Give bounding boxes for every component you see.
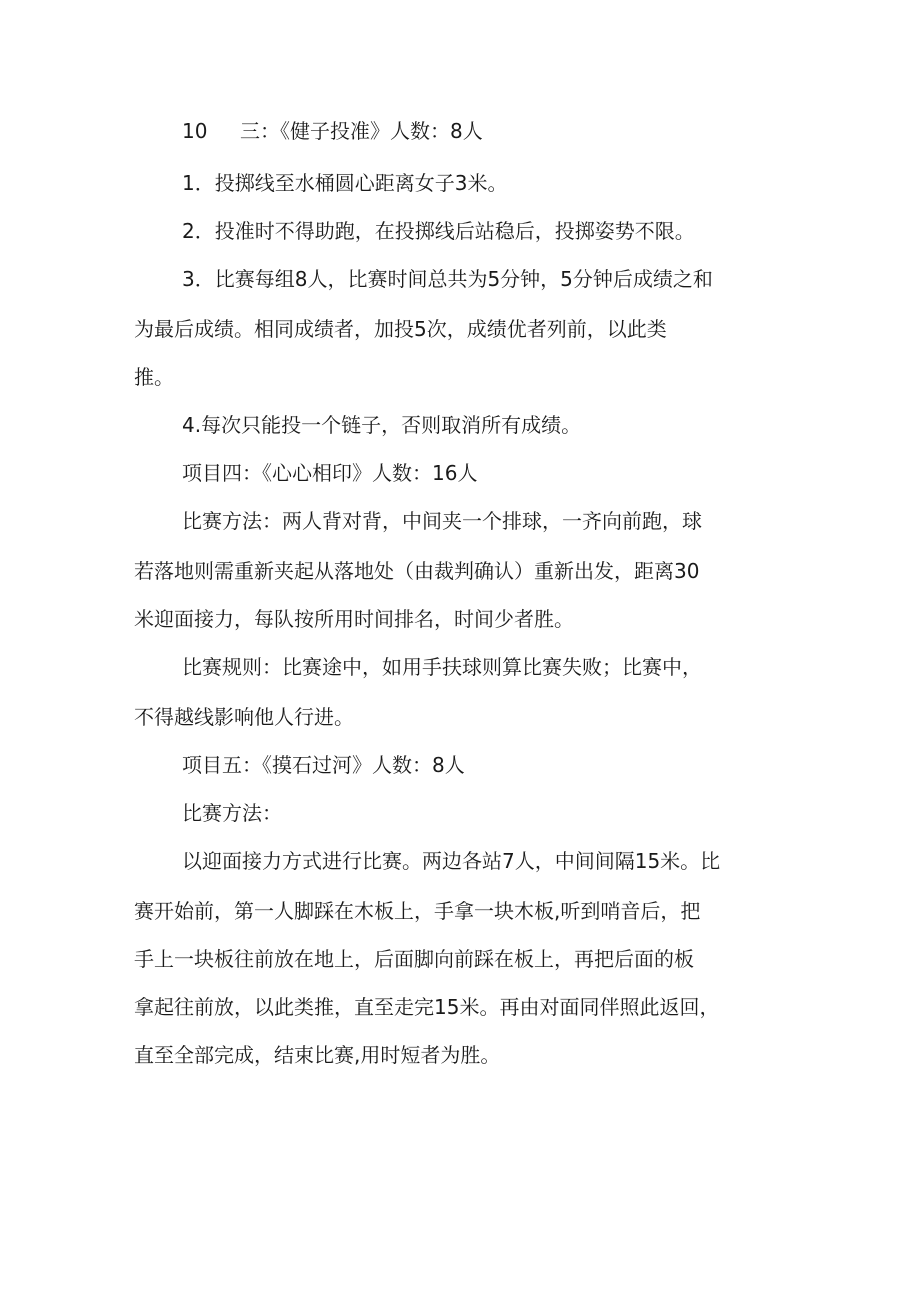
section-heading-3 [182, 118, 483, 144]
method-4-line-2: 若落地则需重新夹起从落地处（由裁判确认）重新出发，距离30 [134, 559, 700, 583]
rule-item-3-line-3: 推。 [134, 365, 174, 389]
rule-item-3-line-1: 3．比赛每组8人，比赛时间总共为5分钟，5分钟后成绩之和 [182, 267, 713, 291]
rule-item-3-line-2: 为最后成绩。相同成绩者，加投5次，成绩优者列前，以此类 [134, 317, 667, 341]
rule-item-1: 1．投掷线至水桶圆心距离女子3米。 [182, 171, 508, 195]
rule-item-2: 2．投准时不得助跑，在投掷线后站稳后，投掷姿势不限。 [182, 219, 695, 243]
section-number: 10 [182, 119, 208, 143]
method-5-line-5: 直至全部完成，结束比赛,用时短者为胜。 [134, 1043, 501, 1067]
section-heading-4: 项目四：《心心相印》人数：16人 [182, 461, 478, 485]
method-5-line-3: 手上一块板往前放在地上，后面脚向前踩在板上，再把后面的板 [134, 947, 694, 971]
method-5-line-1: 以迎面接力方式进行比赛。两边各站7人，中间间隔15米。比 [182, 849, 721, 873]
section-heading-5: 项目五：《摸石过河》人数：8人 [182, 753, 465, 777]
method-5-line-2: 赛开始前，第一人脚踩在木板上，手拿一块木板,听到哨音后，把 [134, 899, 701, 923]
rules-4-line-2: 不得越线影响他人行进。 [134, 705, 354, 729]
method-5-label: 比赛方法： [182, 801, 282, 825]
rule-item-4: 4.每次只能投一个链子，否则取消所有成绩。 [182, 413, 582, 437]
method-4-line-3: 米迎面接力，每队按所用时间排名，时间少者胜。 [134, 607, 574, 631]
section-heading-3-text: 三：《健子投准》人数：8人 [240, 119, 483, 143]
method-4-line-1: 比赛方法：两人背对背，中间夹一个排球，一齐向前跑，球 [182, 509, 702, 533]
method-5-line-4: 拿起往前放，以此类推，直至走完15米。再由对面同伴照此返回， [134, 995, 720, 1019]
rules-4-line-1: 比赛规则：比赛途中，如用手扶球则算比赛失败；比赛中， [182, 655, 702, 679]
